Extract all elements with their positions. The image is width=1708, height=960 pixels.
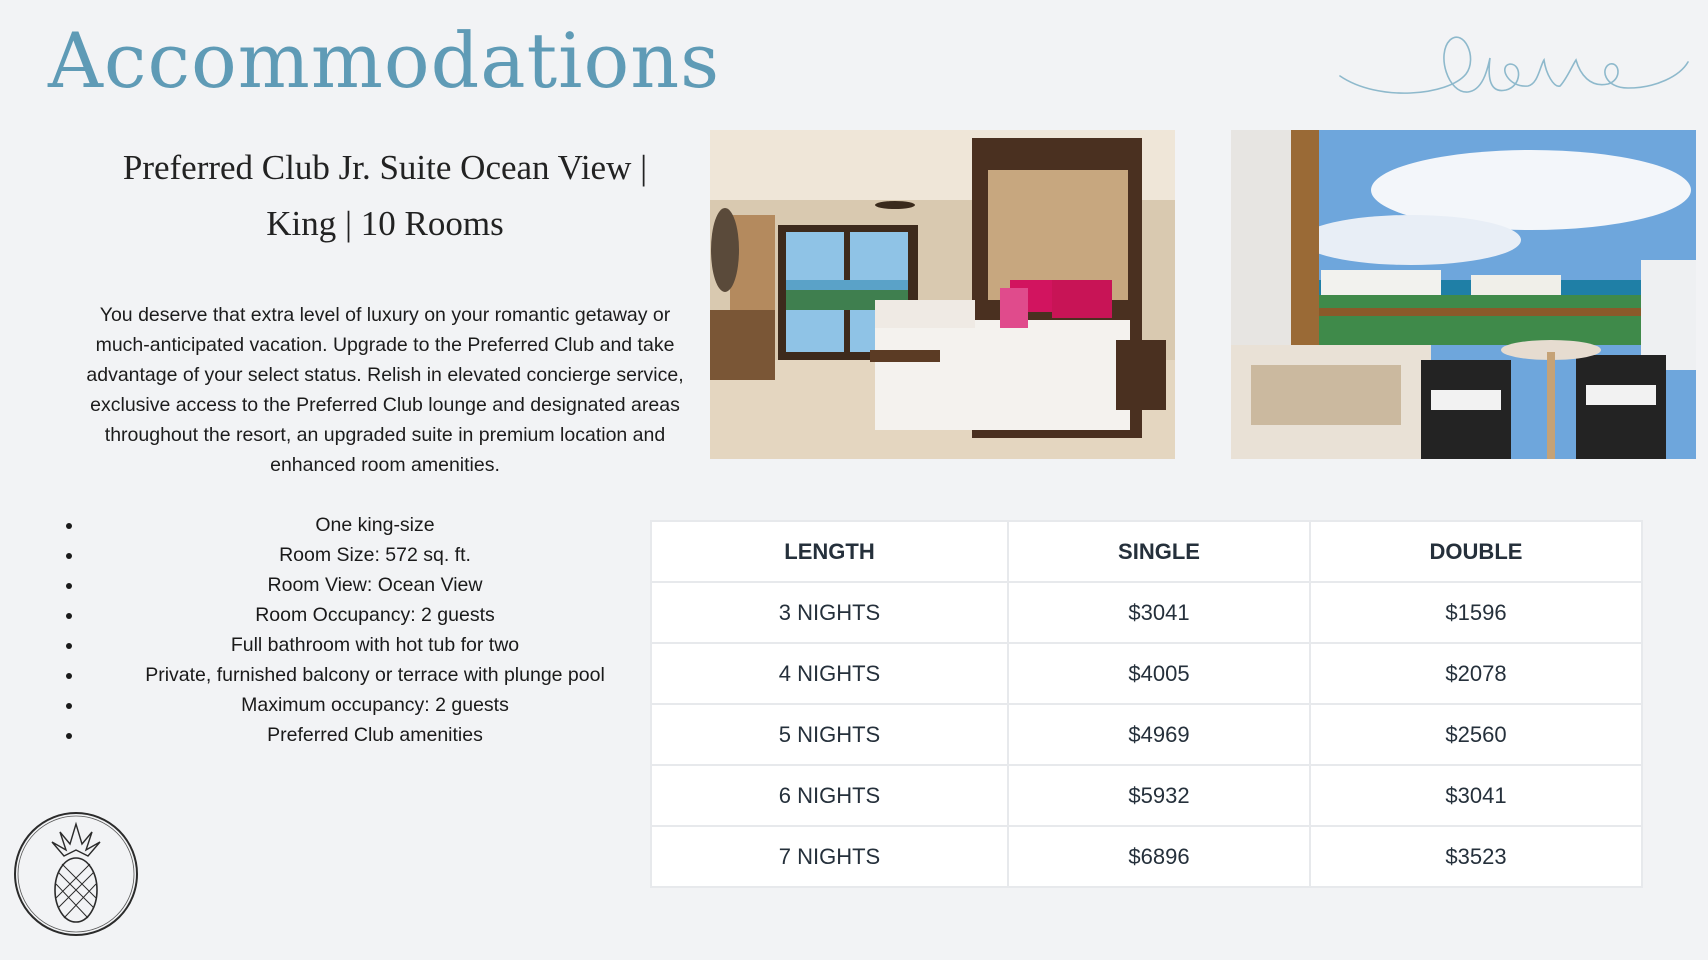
suite-bedroom-photo <box>710 130 1175 459</box>
feature-item: • Room View: Ocean View <box>84 570 658 600</box>
pineapple-icon <box>12 810 140 938</box>
header-length: LENGTH <box>651 521 1008 582</box>
feature-item: • Preferred Club amenities <box>84 720 658 750</box>
table-row <box>651 826 1642 887</box>
double-rate-cell: $2560 <box>1310 704 1642 765</box>
length-cell: 4 NIGHTS <box>651 643 1008 704</box>
room-features-list <box>72 510 658 750</box>
page-title: Accommodations <box>48 16 721 105</box>
single-rate-cell: $6896 <box>1008 826 1310 887</box>
double-rate-cell: $3523 <box>1310 826 1642 887</box>
single-rate-cell: $5932 <box>1008 765 1310 826</box>
length-cell: 7 NIGHTS <box>651 826 1008 887</box>
single-rate-cell: $4969 <box>1008 704 1310 765</box>
header-double: DOUBLE <box>1310 521 1642 582</box>
feature-item: • Private, furnished balcony or terrace with plunge pool <box>84 660 658 690</box>
rate-table <box>650 520 1643 888</box>
room-title-line-1: Preferred Club Jr. Suite Ocean View | <box>122 148 648 187</box>
length-cell: 6 NIGHTS <box>651 765 1008 826</box>
feature-item: • Room Size: 572 sq. ft. <box>84 540 658 570</box>
header-single: SINGLE <box>1008 521 1310 582</box>
rate-table-header-row <box>651 521 1642 582</box>
single-rate-cell: $3041 <box>1008 582 1310 643</box>
double-rate-cell: $1596 <box>1310 582 1642 643</box>
ocean-view-balcony-photo <box>1231 130 1696 459</box>
table-row <box>651 643 1642 704</box>
love-script-logo <box>1338 14 1690 104</box>
table-row <box>651 582 1642 643</box>
double-rate-cell: $2078 <box>1310 643 1642 704</box>
length-cell: 5 NIGHTS <box>651 704 1008 765</box>
length-cell: 3 NIGHTS <box>651 582 1008 643</box>
room-title <box>90 140 680 252</box>
feature-item: • Room Occupancy: 2 guests <box>84 600 658 630</box>
double-rate-cell: $3041 <box>1310 765 1642 826</box>
feature-item: • One king-size <box>84 510 658 540</box>
feature-item: • Maximum occupancy: 2 guests <box>84 690 658 720</box>
table-row <box>651 704 1642 765</box>
feature-item: • Full bathroom with hot tub for two <box>84 630 658 660</box>
table-row <box>651 765 1642 826</box>
room-title-line-2: King | 10 Rooms <box>266 204 504 243</box>
room-description: You deserve that extra level of luxury on your romantic getaway or much-anticipated vacation. Upgrade to the Preferred Club and take advantage of your select status. Relish in elevated concierge service, exclusive access to the Preferred Club lounge and designated areas throughout the resort, an upgraded suite in premium location and enhanced room amenities. <box>86 304 684 476</box>
single-rate-cell: $4005 <box>1008 643 1310 704</box>
